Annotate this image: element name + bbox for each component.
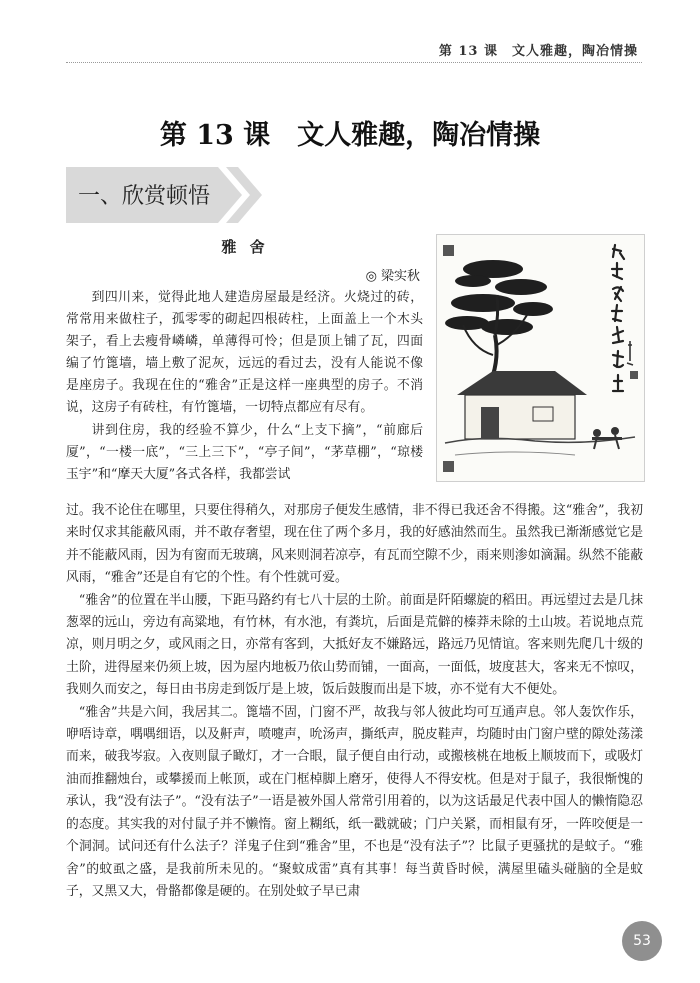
section-label: 一、欣赏顿悟 xyxy=(78,184,211,209)
running-header: 第 13 课 文人雅趣，陶冶情操 xyxy=(438,44,638,59)
paragraph-continuation: 过。我不论住在哪里，只要住得稍久，对那房子便发生感情，非不得已我还舍不得搬。这“雅舍”，我初来时仅求其能蔽风雨，并不敢存奢望，现在住了两个多月，我的好感油然而生。虽然我已渐渐感觉它是并不能蔽风雨，因为有窗而无玻璃，风来则洞若凉亭，有瓦而空隙不少，雨来则渗如滴漏。纵然不能蔽风雨，“雅舍”还是自有它的个性。有个性就可爱。 xyxy=(66,503,643,586)
painting-illustration xyxy=(437,235,644,481)
ink-painting xyxy=(436,234,645,482)
essay-title: 雅 舍 xyxy=(221,238,269,256)
paragraph: “雅舍”的位置在半山腰，下距马路约有七八十层的土阶。前面是阡陌螺旋的稻田。再远望过去是几抹葱翠的远山，旁边有高粱地，有竹林，有水池，有粪坑，后面是荒僻的榛莽未除的土山坡。若说地点荒凉，则月明之夕，或风雨之日，亦常有客到，大抵好友不嫌路远，路远乃见情谊。客来则先爬几十级的土阶，进得屋来仍须上坡，因为屋内地板乃依山势而铺，一面高，一面低，坡度甚大，客来无不惊叹，我则久而安之，每日由书房走到饭厅是上坡，饭后鼓腹而出是下坡，亦不觉有大不便处。 xyxy=(66,592,643,698)
paragraph: 讲到住房，我的经验不算少，什么“上支下摘”，“前廊后厦”，“一楼一底”，“三上三下”，“亭子间”，“茅草棚”，“琼楼玉宇”和“摩天大厦”各式各样，我都尝试 xyxy=(66,423,423,482)
paragraph: 到四川来，觉得此地人建造房屋最是经济。火烧过的砖，常常用来做柱子，孤零零的砌起四根砖柱，上面盖上一个木头架子，看上去瘦骨嶙嶙，单薄得可怜；但是顶上铺了瓦，四面编了竹篦墙，墙上敷了泥灰，远远的看过去，没有人能说不像是座房子。我现在住的“雅舍”正是这样一座典型的房子。不消说，这房子有砖柱，有竹篦墙，一切特点都应有尽有。 xyxy=(66,290,423,415)
essay-body-narrow xyxy=(66,287,423,486)
artist-seal xyxy=(630,371,638,379)
header-divider xyxy=(66,62,642,63)
page-number: 53 xyxy=(622,921,662,961)
author-line xyxy=(366,265,420,284)
author-mark: ◎ xyxy=(365,269,377,284)
paragraph: “雅舍”共是六间，我居其二。篦墙不固，门窗不严，故我与邻人彼此均可互通声息。邻人轰饮作乐，咿唔诗章，喁喁细语，以及鼾声，喷嚏声，吮汤声，撕纸声，脱皮鞋声，均随时由门窗户壁的隙处荡漾而来，破我岑寂。入夜则鼠子瞰灯，才一合眼，鼠子便自由行动，或搬核桃在地板上顺坡而下，或吸灯油而推翻烛台，或攀援而上帐顶，或在门框棹脚上磨牙，使得人不得安枕。但是对于鼠子，我很惭愧的承认，我“没有法子”。“没有法子”一语是被外国人常常引用着的，以为这话最足代表中国人的懒惰隐忍的态度。其实我的对付鼠子并不懒惰。窗上糊纸，纸一戳就破；门户关紧，而相鼠有牙，一阵咬便是一个洞洞。试问还有什么法子？洋鬼子住到“雅舍”里，不也是“没有法子”？比鼠子更骚扰的是蚊子。“雅舍”的蚊虱之盛，是我前所未见的。“聚蚊成雷”真有其事！每当黄昏时候，满屋里磕头碰脑的全是蚊子，又黑又大，骨骼都像是硬的。在别处蚊子早已肃 xyxy=(66,704,643,899)
section-banner xyxy=(66,167,266,223)
seal-stamp xyxy=(443,245,454,256)
essay-body-wide xyxy=(66,500,643,903)
lesson-title: 第 13 课 文人雅趣，陶冶情操 xyxy=(159,120,541,151)
author-name: 梁实秋 xyxy=(380,269,420,284)
